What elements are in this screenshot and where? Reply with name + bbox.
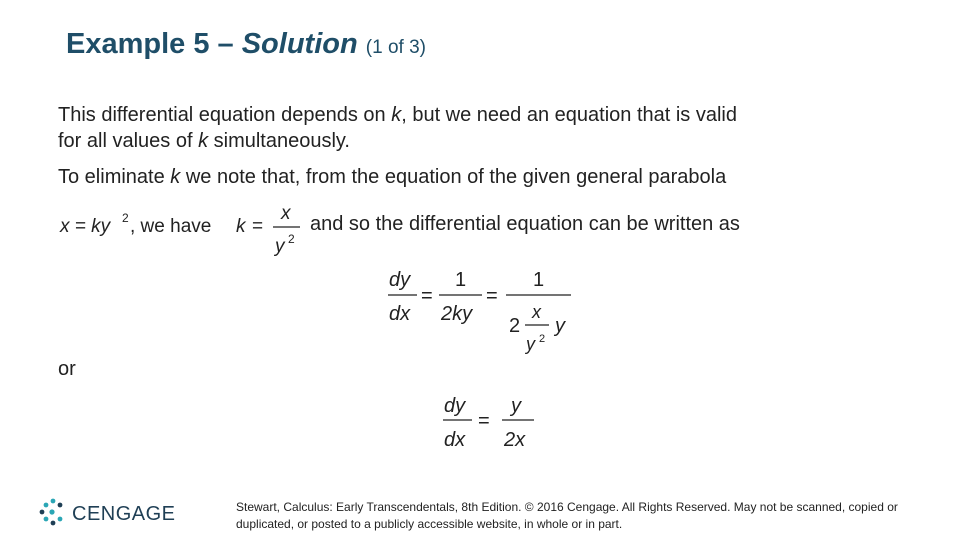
or-label: or [58, 358, 76, 380]
text-run: This differential equation depends on [58, 104, 392, 126]
variable-k: k [198, 130, 209, 152]
copyright-footer: Stewart, Calculus: Early Transcendentals, 8th Edition. © 2016 Cengage. All Rights Reserved. May not be scanned, copied or duplicated, or posted to a publicly accessible website, in whole or in part. [236, 500, 898, 531]
paragraph-1-line-1 [58, 102, 737, 128]
eq1-dx: dx [389, 303, 411, 325]
eq-inline-num: x [281, 203, 291, 224]
eq2-y: y [511, 395, 521, 417]
eq1-dy: dy [389, 269, 411, 291]
eq2-dy: dy [444, 395, 466, 417]
equals-sign: = [252, 216, 264, 237]
text-run: for all values of [58, 130, 199, 152]
cengage-brand: CENGAGE [72, 503, 176, 525]
paragraph-2 [58, 164, 726, 190]
equation-2 [440, 390, 540, 454]
eq1-one-b: 1 [533, 269, 545, 291]
paragraph-3: and so the differential equation can be written as [310, 213, 740, 235]
title-main: Example 5 – [66, 28, 242, 60]
paragraph-1-line-2 [58, 128, 737, 154]
eq2-dx: dx [444, 429, 466, 451]
eq-inline-we-have: , we have [130, 216, 212, 237]
eq-inline-lhs: x = ky [60, 216, 111, 237]
title-subtitle: (1 of 3) [365, 37, 426, 58]
equation-1 [385, 262, 580, 360]
slide-title [66, 28, 426, 61]
equals-sign: = [421, 285, 433, 307]
eq1-y: y [555, 315, 565, 337]
eq2-two-x: 2x [504, 429, 526, 451]
eq1-x: x [532, 302, 541, 322]
eq1-one-a: 1 [455, 269, 467, 291]
eq1-y2: y [526, 334, 535, 354]
cengage-logo-icon [38, 497, 68, 527]
text-run: To eliminate [58, 166, 171, 188]
equals-sign: = [478, 410, 490, 432]
paragraph-1 [58, 102, 737, 154]
variable-k: k [391, 104, 402, 126]
eq1-two-ky: 2ky [441, 303, 473, 325]
text-run: we note that, from the equation of the given general parabola [180, 166, 727, 188]
text-run: simultaneously. [208, 130, 350, 152]
title-italic: Solution [241, 28, 358, 60]
eq-inline-exp: 2 [122, 211, 129, 225]
eq1-two: 2 [509, 315, 521, 337]
equals-sign: = [486, 285, 498, 307]
eq-inline-k: k [236, 216, 246, 237]
eq-inline-den: y [275, 236, 285, 257]
text-run: , but we need an equation that is valid [401, 104, 737, 126]
eq1-exp: 2 [539, 333, 546, 345]
variable-k: k [170, 166, 181, 188]
eq-inline-den-exp: 2 [288, 232, 295, 246]
equation-inline [58, 200, 308, 260]
